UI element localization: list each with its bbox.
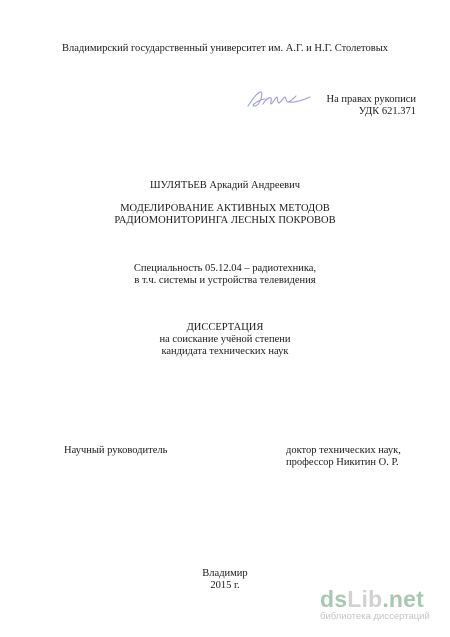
university-name: Владимирский государственный университет им. А.Г. и Н.Г. Столетовых	[61, 43, 389, 54]
supervisor-name: профессор Никитин О. Р.	[286, 457, 399, 468]
specialty-line2: в т.ч. системы и устройства телевидения	[134, 275, 316, 286]
specialty-line1: Специальность 05.12.04 – радиотехника,	[133, 263, 317, 274]
supervisor-degree: доктор технических наук,	[286, 445, 401, 456]
dissertation-heading: ДИССЕРТАЦИЯ	[186, 322, 264, 333]
degree-purpose: на соискание учёной степени	[159, 334, 291, 345]
handwritten-signature-icon	[244, 85, 314, 113]
dslib-logo	[320, 586, 424, 612]
logo-ds: ds	[320, 586, 348, 612]
thesis-title-line1: МОДЕЛИРОВАНИЕ АКТИВНЫХ МЕТОДОВ	[120, 203, 330, 214]
supervisor-label: Научный руководитель	[64, 445, 168, 456]
logo-net: .net	[382, 586, 425, 612]
manuscript-rights: На правах рукописи	[326, 94, 416, 105]
city: Владимир	[202, 568, 248, 579]
udk-code: УДК 621.371	[358, 106, 416, 117]
author-name: ШУЛЯТЬЕВ Аркадий Андреевич	[149, 180, 301, 191]
dslib-watermark	[320, 586, 436, 628]
degree-name: кандидата технических наук	[161, 346, 289, 357]
thesis-title-line2: РАДИОМОНИТОРИНГА ЛЕСНЫХ ПОКРОВОВ	[114, 215, 336, 226]
logo-lib: Lib	[347, 586, 383, 612]
watermark-subtitle: библиотека диссертаций	[320, 611, 430, 622]
year: 2015 г.	[210, 580, 240, 591]
